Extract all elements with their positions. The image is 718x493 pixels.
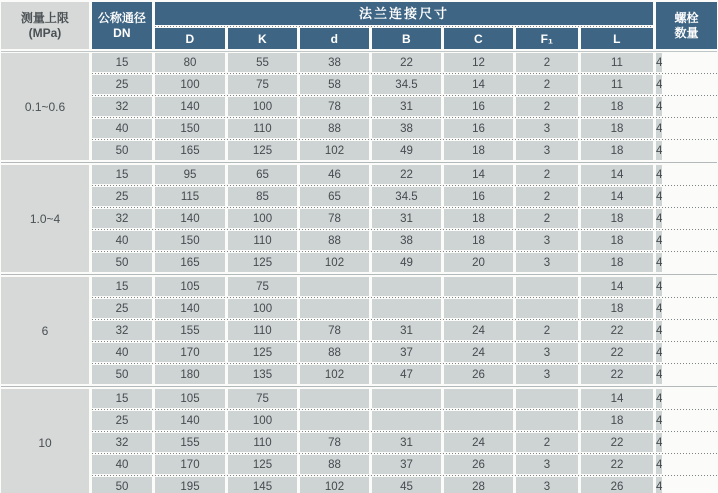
cell-d: 78: [300, 433, 369, 452]
cell-d: 102: [300, 253, 369, 272]
cell-K: 125: [228, 253, 297, 272]
cell-d: 78: [300, 321, 369, 340]
table-row: [92, 141, 717, 160]
cell-bolts: 4: [656, 411, 662, 430]
group-rows: [92, 53, 717, 160]
cell-D: 140: [155, 97, 225, 116]
cell-C: 12: [444, 53, 513, 72]
cell-bolts: 4: [656, 97, 662, 116]
cell-F1: [516, 277, 578, 296]
cell-C: [444, 389, 513, 408]
table-row: [92, 53, 717, 72]
cell-dn: 50: [92, 365, 152, 384]
cell-B: [372, 277, 441, 296]
cell-B: 45: [372, 477, 441, 493]
cell-bolts: 4: [656, 165, 662, 184]
cell-C: 26: [444, 365, 513, 384]
header-col-C: C: [444, 28, 513, 49]
cell-B: 37: [372, 455, 441, 474]
cell-F1: 2: [516, 321, 578, 340]
cell-d: 88: [300, 343, 369, 362]
cell-bolts: 4: [656, 343, 662, 362]
cell-L: 22: [581, 455, 653, 474]
cell-D: 105: [155, 389, 225, 408]
cell-C: 24: [444, 433, 513, 452]
cell-D: 80: [155, 53, 225, 72]
cell-D: 155: [155, 433, 225, 452]
cell-D: 100: [155, 75, 225, 94]
cell-B: 22: [372, 165, 441, 184]
cell-B: 34.5: [372, 75, 441, 94]
header-col-d: d: [300, 28, 369, 49]
cell-bolts: 4: [656, 433, 662, 452]
table-row: [92, 321, 717, 340]
cell-F1: 3: [516, 477, 578, 493]
cell-K: 110: [228, 119, 297, 138]
cell-dn: 40: [92, 343, 152, 362]
cell-F1: 3: [516, 365, 578, 384]
header-nominal-diameter-line1: 公称通径: [97, 10, 146, 25]
cell-bolts: 4: [656, 53, 662, 72]
cell-dn: 32: [92, 321, 152, 340]
cell-dn: 15: [92, 53, 152, 72]
cell-bolts: 4: [656, 187, 662, 206]
cell-L: 18: [581, 209, 653, 228]
header-flange-group: [155, 2, 653, 49]
cell-d: [300, 299, 369, 318]
header-bolt-count-line1: 螺栓: [674, 10, 699, 25]
cell-d: 102: [300, 141, 369, 160]
cell-L: 18: [581, 231, 653, 250]
cell-L: 22: [581, 433, 653, 452]
cell-bolts: 4: [656, 231, 662, 250]
cell-bolts: 4: [656, 389, 662, 408]
table-row: [92, 75, 717, 94]
cell-B: 34.5: [372, 187, 441, 206]
cell-dn: 25: [92, 75, 152, 94]
cell-d: 58: [300, 75, 369, 94]
cell-C: 18: [444, 209, 513, 228]
cell-B: 31: [372, 433, 441, 452]
cell-K: 125: [228, 455, 297, 474]
table-row: [92, 433, 717, 452]
cell-C: 28: [444, 477, 513, 493]
cell-bolts: 4: [656, 477, 662, 493]
cell-d: 78: [300, 209, 369, 228]
cell-B: 31: [372, 97, 441, 116]
cell-F1: 2: [516, 209, 578, 228]
cell-D: 165: [155, 141, 225, 160]
cell-D: 180: [155, 365, 225, 384]
pressure-range-label: 0.1~0.6: [1, 53, 89, 160]
cell-d: [300, 411, 369, 430]
cell-D: 170: [155, 455, 225, 474]
cell-L: 22: [581, 321, 653, 340]
cell-B: 38: [372, 119, 441, 138]
cell-C: 20: [444, 253, 513, 272]
cell-C: [444, 411, 513, 430]
header-col-F1: F₁: [516, 28, 578, 49]
cell-dn: 32: [92, 97, 152, 116]
cell-C: 26: [444, 455, 513, 474]
cell-bolts: 4: [656, 75, 662, 94]
header-nominal-diameter-line2: DN: [113, 25, 131, 40]
cell-bolts: 4: [656, 455, 662, 474]
header-col-D: D: [155, 28, 225, 49]
cell-bolts: 4: [656, 299, 662, 318]
pressure-range-label: 6: [1, 277, 89, 384]
cell-D: 165: [155, 253, 225, 272]
cell-D: 140: [155, 209, 225, 228]
cell-d: 88: [300, 455, 369, 474]
cell-C: 18: [444, 231, 513, 250]
cell-L: 18: [581, 141, 653, 160]
cell-dn: 32: [92, 433, 152, 452]
cell-dn: 40: [92, 231, 152, 250]
cell-L: 26: [581, 477, 653, 493]
cell-L: 14: [581, 389, 653, 408]
cell-d: 78: [300, 97, 369, 116]
cell-F1: 2: [516, 53, 578, 72]
cell-L: 18: [581, 411, 653, 430]
cell-K: 85: [228, 187, 297, 206]
cell-C: 24: [444, 321, 513, 340]
header-bolt-count-line2: 数量: [674, 25, 699, 40]
cell-bolts: 4: [656, 141, 662, 160]
header-flange-subcolumns: [155, 28, 653, 49]
cell-dn: 15: [92, 277, 152, 296]
cell-B: 31: [372, 209, 441, 228]
cell-K: 100: [228, 97, 297, 116]
cell-K: 100: [228, 299, 297, 318]
cell-dn: 50: [92, 253, 152, 272]
cell-C: 16: [444, 187, 513, 206]
cell-dn: 40: [92, 455, 152, 474]
cell-bolts: 4: [656, 253, 662, 272]
table-row: [92, 187, 717, 206]
table-row: [92, 343, 717, 362]
cell-bolts: 4: [656, 119, 662, 138]
cell-K: 65: [228, 165, 297, 184]
group-rows: [92, 277, 717, 384]
cell-K: 125: [228, 343, 297, 362]
cell-B: 37: [372, 343, 441, 362]
cell-d: 65: [300, 187, 369, 206]
cell-d: 38: [300, 53, 369, 72]
cell-D: 155: [155, 321, 225, 340]
cell-bolts: 4: [656, 209, 662, 228]
pressure-group: [1, 389, 717, 493]
cell-dn: 50: [92, 477, 152, 493]
table-row: [92, 209, 717, 228]
cell-d: 88: [300, 231, 369, 250]
cell-dn: 15: [92, 389, 152, 408]
table-header: [1, 2, 717, 49]
cell-D: 105: [155, 277, 225, 296]
header-col-L: L: [581, 28, 653, 49]
pressure-range-label: 1.0~4: [1, 165, 89, 272]
cell-L: 18: [581, 253, 653, 272]
cell-C: [444, 277, 513, 296]
cell-K: 55: [228, 53, 297, 72]
cell-C: 16: [444, 119, 513, 138]
cell-L: 14: [581, 187, 653, 206]
pressure-group: [1, 165, 717, 272]
table-row: [92, 277, 717, 296]
cell-dn: 25: [92, 299, 152, 318]
cell-K: 135: [228, 365, 297, 384]
cell-B: 22: [372, 53, 441, 72]
cell-D: 195: [155, 477, 225, 493]
cell-K: 75: [228, 389, 297, 408]
cell-dn: 40: [92, 119, 152, 138]
cell-F1: 2: [516, 75, 578, 94]
cell-L: 11: [581, 53, 653, 72]
cell-D: 170: [155, 343, 225, 362]
cell-D: 95: [155, 165, 225, 184]
table-row: [92, 365, 717, 384]
cell-F1: [516, 411, 578, 430]
cell-L: 18: [581, 119, 653, 138]
header-measure-limit-line1: 测量上限: [20, 10, 69, 25]
cell-F1: [516, 299, 578, 318]
cell-C: 18: [444, 141, 513, 160]
table-row: [92, 299, 717, 318]
table-row: [92, 97, 717, 116]
cell-B: [372, 411, 441, 430]
table-row: [92, 455, 717, 474]
header-col-B: B: [372, 28, 441, 49]
cell-F1: 2: [516, 97, 578, 116]
cell-F1: 2: [516, 187, 578, 206]
cell-C: 14: [444, 165, 513, 184]
cell-C: 14: [444, 75, 513, 94]
cell-K: 110: [228, 231, 297, 250]
cell-K: 110: [228, 321, 297, 340]
cell-F1: 3: [516, 455, 578, 474]
cell-F1: 2: [516, 433, 578, 452]
header-col-K: K: [228, 28, 297, 49]
cell-F1: 3: [516, 343, 578, 362]
table-row: [92, 411, 717, 430]
cell-B: [372, 299, 441, 318]
cell-B: 31: [372, 321, 441, 340]
cell-dn: 32: [92, 209, 152, 228]
cell-L: 18: [581, 299, 653, 318]
cell-B: 49: [372, 253, 441, 272]
cell-D: 140: [155, 411, 225, 430]
cell-d: 46: [300, 165, 369, 184]
cell-K: 110: [228, 433, 297, 452]
pressure-group: [1, 277, 717, 384]
cell-K: 75: [228, 75, 297, 94]
header-bolt-count: [656, 2, 717, 49]
pressure-range-label: 10: [1, 389, 89, 493]
cell-d: [300, 389, 369, 408]
cell-K: 125: [228, 141, 297, 160]
cell-K: 100: [228, 411, 297, 430]
cell-d: [300, 277, 369, 296]
cell-L: 22: [581, 365, 653, 384]
cell-d: 88: [300, 119, 369, 138]
header-nominal-diameter: [92, 2, 152, 49]
cell-B: 38: [372, 231, 441, 250]
table-body: [1, 53, 717, 493]
group-rows: [92, 389, 717, 493]
cell-F1: [516, 389, 578, 408]
cell-D: 150: [155, 231, 225, 250]
table-row: [92, 119, 717, 138]
cell-d: 102: [300, 477, 369, 493]
cell-dn: 25: [92, 411, 152, 430]
cell-F1: 3: [516, 119, 578, 138]
cell-C: [444, 299, 513, 318]
cell-B: [372, 389, 441, 408]
cell-bolts: 4: [656, 365, 662, 384]
group-rows: [92, 165, 717, 272]
cell-B: 49: [372, 141, 441, 160]
cell-L: 22: [581, 343, 653, 362]
header-measure-limit: [1, 2, 89, 49]
cell-D: 140: [155, 299, 225, 318]
cell-K: 100: [228, 209, 297, 228]
table-row: [92, 231, 717, 250]
header-flange-title: 法兰连接尺寸: [155, 2, 653, 25]
cell-K: 145: [228, 477, 297, 493]
pressure-group: [1, 53, 717, 160]
table-row: [92, 477, 717, 493]
cell-F1: 3: [516, 253, 578, 272]
cell-D: 150: [155, 119, 225, 138]
cell-B: 47: [372, 365, 441, 384]
table-row: [92, 253, 717, 272]
cell-L: 18: [581, 97, 653, 116]
cell-F1: 3: [516, 231, 578, 250]
header-measure-limit-line2: (MPa): [28, 25, 62, 40]
cell-L: 11: [581, 75, 653, 94]
cell-bolts: 4: [656, 321, 662, 340]
cell-L: 14: [581, 277, 653, 296]
cell-dn: 50: [92, 141, 152, 160]
cell-bolts: 4: [656, 277, 662, 296]
table-row: [92, 165, 717, 184]
cell-dn: 25: [92, 187, 152, 206]
cell-F1: 2: [516, 165, 578, 184]
table-row: [92, 389, 717, 408]
cell-L: 14: [581, 165, 653, 184]
cell-d: 102: [300, 365, 369, 384]
cell-dn: 15: [92, 165, 152, 184]
cell-K: 75: [228, 277, 297, 296]
cell-D: 115: [155, 187, 225, 206]
cell-F1: 3: [516, 141, 578, 160]
cell-C: 16: [444, 97, 513, 116]
cell-C: 24: [444, 343, 513, 362]
